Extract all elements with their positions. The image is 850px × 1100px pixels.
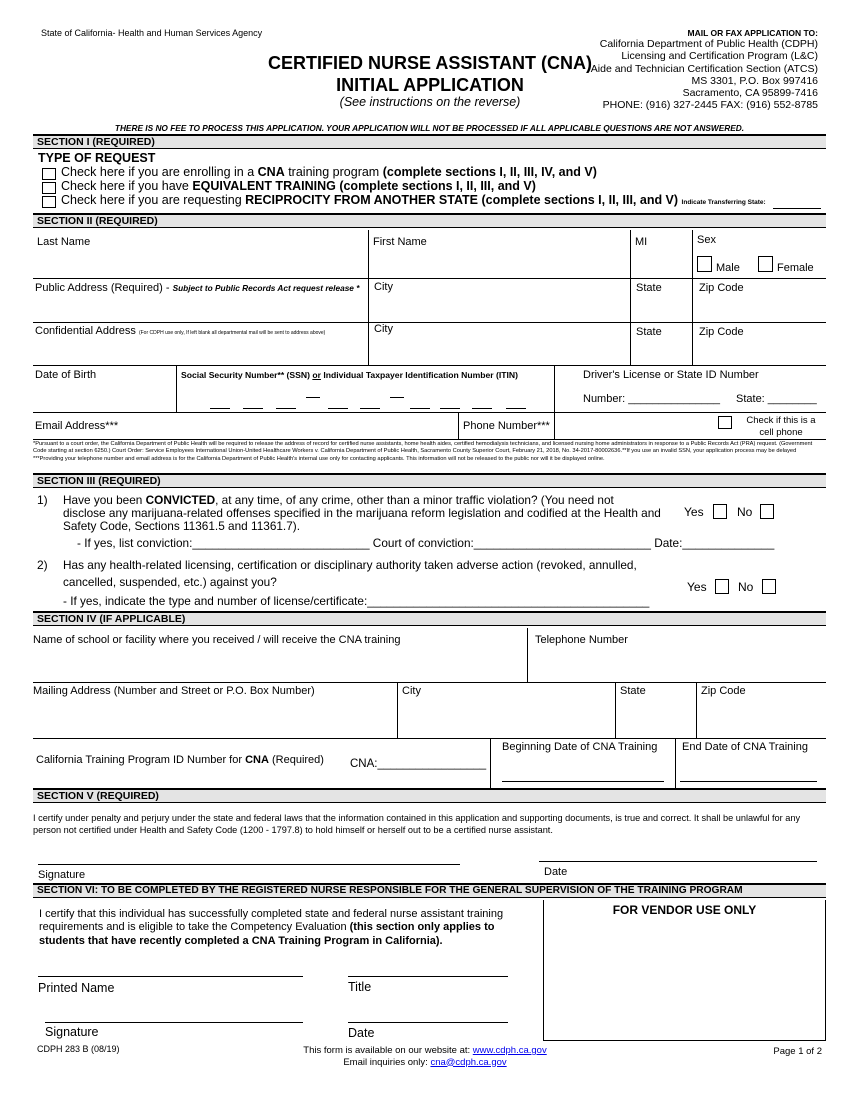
label-part: or (312, 370, 321, 380)
school-name-label: Name of school or facility where you received / will receive the CNA training (33, 634, 401, 646)
email-label: Email Address*** (35, 420, 119, 432)
label-part: RECIPROCITY FROM ANOTHER STATE (complete sections I, II, III, and V) (245, 193, 679, 207)
female-checkbox[interactable] (758, 256, 773, 272)
label-part: Check if this is a (746, 415, 816, 426)
label-part: (For CDPH use only, If left blank all departmental mail will be sent to address above) (138, 330, 326, 336)
label-part: California Training Program ID Number for (36, 754, 246, 766)
cna-id-field[interactable]: CNA:_________________ (350, 758, 487, 770)
mail-line: Sacramento, CA 95899-7416 (682, 87, 818, 100)
section-4-heading: SECTION IV (IF APPLICABLE) (33, 611, 826, 626)
beginning-date-label: Beginning Date of CNA Training (502, 741, 658, 753)
enroll-cna-checkbox[interactable] (42, 168, 56, 180)
school-state-label: State (620, 685, 646, 697)
form-number: CDPH 283 B (08/19) (37, 1044, 120, 1054)
section-5-heading: SECTION V (REQUIRED) (33, 788, 826, 803)
dl-number-field[interactable]: Number: _______________ (583, 393, 721, 405)
divider (33, 412, 826, 413)
mail-line: Licensing and Certification Program (L&C) (621, 50, 818, 63)
dob-label: Date of Birth (35, 369, 97, 381)
phone-label: Phone Number*** (463, 420, 550, 432)
divider (33, 365, 826, 366)
no-fee-notice: THERE IS NO FEE TO PROCESS THIS APPLICATION. YOUR APPLICATION WILL NOT BE PROCESSED IF ALL APPLICABLE QUESTIONS ARE NOT ANSWERED. (114, 123, 745, 133)
divider (543, 900, 544, 1041)
label-part: CNA (257, 165, 285, 179)
reciprocity-checkbox[interactable] (42, 196, 56, 208)
divider (630, 230, 631, 365)
label-part: (Required) (268, 754, 324, 766)
reciprocity-label (61, 193, 766, 207)
section-3-heading: SECTION III (REQUIRED) (33, 473, 826, 488)
rn-signature-field[interactable] (45, 1022, 303, 1023)
label-part: EQUIVALENT TRAINING (complete sections I, II, III, and V) (192, 179, 536, 193)
label-part: Check here if you have (61, 179, 193, 193)
section-2-heading: SECTION II (REQUIRED) (33, 213, 826, 228)
beginning-date-field[interactable] (502, 781, 664, 782)
divider (825, 900, 826, 1041)
applicant-date-field[interactable] (539, 861, 817, 862)
ssn-digit (506, 408, 526, 409)
q1-line2: disclose any marijuana-related offenses specified in the marijuana reform legislation and codified at the Health and (63, 506, 661, 520)
rn-date-field[interactable] (348, 1022, 508, 1023)
confidential-state-label: State (636, 326, 662, 338)
form-subtitle: (See instructions on the reverse) (339, 95, 521, 109)
website-line (230, 1045, 620, 1057)
label-part: Confidential Address (35, 325, 139, 337)
divider (33, 682, 826, 683)
female-label: Female (777, 262, 814, 274)
mail-address-block (591, 38, 818, 112)
mi-label: MI (635, 236, 648, 248)
q2-yes-label: Yes (687, 580, 707, 594)
ssn-input[interactable] (210, 395, 530, 409)
divider (615, 682, 616, 738)
footer-contact (230, 1045, 620, 1068)
q2-yes-checkbox[interactable] (715, 579, 729, 594)
applicant-signature-label: Signature (38, 869, 86, 881)
confidential-city-label: City (374, 323, 393, 335)
mail-line: California Department of Public Health (CDPH) (599, 38, 818, 50)
q1-yes-checkbox[interactable] (713, 504, 727, 519)
dl-state-field[interactable]: State: ________ (736, 393, 817, 405)
school-city-label: City (402, 685, 421, 697)
divider (696, 682, 697, 738)
label-part: (this section only applies to students that have recently completed a CNA Training Program in California). (39, 921, 495, 947)
label-part: I certify that this individual has successfully completed state and federal nurse assistant training requirements and is eligible to take the Competency Evaluation (39, 908, 504, 934)
label-part: Public Address (Required) - (35, 282, 173, 294)
divider (176, 365, 177, 412)
rn-date-label: Date (348, 1026, 375, 1040)
form-title-line1: CERTIFIED NURSE ASSISTANT (CNA) (268, 53, 592, 73)
label-part: Check here if you are enrolling in a (61, 165, 258, 179)
label-part: training program (284, 165, 383, 179)
applicant-signature-field[interactable] (38, 864, 460, 865)
mailing-address-label: Mailing Address (Number and Street or P.O. Box Number) (33, 685, 315, 697)
label-part: Have you been (63, 493, 146, 507)
label-part: Indicate Transferring State: (681, 199, 766, 206)
rn-printed-name-field[interactable] (38, 976, 303, 977)
ssn-digit (410, 408, 430, 409)
q1-no-checkbox[interactable] (760, 504, 774, 519)
divider (33, 278, 826, 279)
divider (543, 1040, 826, 1041)
public-address-label (35, 282, 359, 294)
label-part: CONVICTED (145, 493, 216, 507)
divider (458, 412, 459, 439)
ssn-digit (360, 408, 380, 409)
agency-name: State of California- Health and Human Services Agency (41, 28, 263, 38)
ssn-digit (328, 408, 348, 409)
public-zip-label: Zip Code (699, 282, 744, 294)
divider (554, 365, 555, 412)
q2-number: 2) (37, 558, 48, 572)
q1-line3: Safety Code, Sections 11361.5 and 11361.7). (63, 519, 300, 533)
label-part: This form is available on our website at: (303, 1045, 473, 1056)
ssn-dash (306, 397, 320, 398)
rn-certification (39, 908, 519, 948)
confidential-zip-label: Zip Code (699, 326, 744, 338)
label-part: CNA (245, 754, 269, 766)
transferring-state-field[interactable] (773, 208, 821, 209)
mail-line: Aide and Technician Certification Section (ATCS) (590, 62, 818, 75)
email-line (230, 1057, 620, 1069)
divider (33, 738, 826, 739)
q1-yes-label: Yes (684, 505, 704, 519)
mail-heading: MAIL OR FAX APPLICATION TO: (687, 28, 818, 38)
section-1-heading: SECTION I (REQUIRED) (33, 134, 826, 149)
rn-title-field[interactable] (348, 976, 508, 977)
q2-no-label: No (738, 580, 754, 594)
ssn-digit (276, 408, 296, 409)
section-2-footnote: *Pursuant to a court order, the California Department of Public Health will be required to release the address of record for certified nurse assistants, home health aides, certified hemodialysis technicians, and licensed nursing home administrators in response to a Public Records Act (PRA) request. (Government Code starting at section 6250.) Court Order: Service Employees International Union-United Healthcare Workers v. California Department of Public Health, Sacramento County Superior Court, February 21, 2018, No. 34-2017-80002636.**If you use an invalid SSN, your application process may be delayed ***Providing your telephone number and email address is for the California Department of Public Health's internal use only for contacting applicants. This information will not be released to the public nor will it be displayed online. (33, 441, 813, 462)
q2-license-field[interactable]: - If yes, indicate the type and number of license/certificate:___________________________________________ (63, 594, 650, 608)
label-part: (complete sections I, II, III, IV, and V) (382, 165, 597, 179)
cell-phone-label (738, 415, 824, 439)
public-city-label: City (374, 281, 393, 293)
school-telephone-label: Telephone Number (535, 634, 628, 646)
website-link[interactable]: www.cdph.ca.gov (472, 1045, 547, 1056)
ssn-digit (210, 408, 230, 409)
ssn-digit (472, 408, 492, 409)
rn-title-label: Title (348, 980, 372, 994)
q2-line2: cancelled, suspended, etc.) against you? (63, 575, 277, 589)
end-date-label: End Date of CNA Training (682, 741, 808, 753)
divider (33, 322, 826, 323)
public-state-label: State (636, 282, 662, 294)
end-date-field[interactable] (680, 781, 817, 782)
q1-no-label: No (737, 505, 753, 519)
ssn-digit (440, 408, 460, 409)
q1-line1 (63, 493, 614, 507)
divider (397, 682, 398, 738)
sex-label: Sex (697, 234, 716, 246)
divider (490, 738, 491, 788)
last-name-label: Last Name (37, 236, 91, 248)
label-part: Check here if you are requesting (61, 193, 246, 207)
q1-conviction-fields[interactable]: - If yes, list conviction:___________________________ Court of conviction:___________________________ Date:______________ (77, 536, 775, 550)
mail-line: MS 3301, P.O. Box 997416 (691, 74, 818, 87)
school-zip-label: Zip Code (701, 685, 746, 697)
ssn-digit (243, 408, 263, 409)
label-part: Social Security Number** (SSN) (181, 370, 313, 380)
male-label: Male (716, 262, 740, 274)
divider (368, 230, 369, 365)
enroll-cna-label (61, 165, 597, 179)
cell-phone-checkbox[interactable] (718, 416, 732, 429)
first-name-label: First Name (373, 236, 427, 248)
divider (675, 738, 676, 788)
divider (692, 230, 693, 365)
drivers-license-label: Driver's License or State ID Number (583, 369, 759, 381)
section-6-heading: SECTION VI: TO BE COMPLETED BY THE REGISTERED NURSE RESPONSIBLE FOR THE GENERAL SUPERVISION OF THE TRAINING PROGRAM (33, 883, 826, 898)
q1-number: 1) (37, 493, 48, 507)
type-of-request-heading: TYPE OF REQUEST (38, 151, 156, 165)
mail-line: PHONE: (916) 327-2445 FAX: (916) 552-8785 (602, 99, 818, 112)
equivalent-training-label (61, 179, 536, 193)
q2-no-checkbox[interactable] (762, 579, 776, 594)
label-part: Email inquiries only: (343, 1056, 431, 1068)
section-5-certification: I certify under penalty and perjury under the state and federal laws that the information contained in this application and supporting documents, is true and correct. It shall be unlawful for any person not certified under Health and Safety Code (1200 - 1797.8) to hold himself or herself out to be a certified nurse assistant. (33, 813, 801, 835)
divider (33, 439, 826, 440)
page-number: Page 1 of 2 (773, 1046, 822, 1057)
label-part: Subject to Public Records Act request release * (172, 283, 360, 293)
ssn-label (181, 370, 518, 380)
divider (554, 412, 555, 439)
label-part: Individual Taxpayer Identification Number (ITIN) (320, 370, 518, 380)
applicant-date-label: Date (544, 866, 568, 878)
rn-printed-name-label: Printed Name (38, 981, 115, 995)
male-checkbox[interactable] (697, 256, 712, 272)
divider (527, 628, 528, 682)
confidential-address-label (35, 325, 325, 337)
training-program-id-label (36, 754, 324, 766)
ssn-dash (390, 397, 404, 398)
form-title-line2: INITIAL APPLICATION (336, 75, 524, 95)
email-link[interactable]: cna@cdph.ca.gov (430, 1056, 507, 1068)
q2-line1: Has any health-related licensing, certification or disciplinary authority taken adverse action (revoked, annulled, (63, 558, 637, 572)
label-part: , at any time, of any crime, other than a minor traffic violation? (You need not (215, 493, 614, 507)
vendor-use-label: FOR VENDOR USE ONLY (612, 903, 757, 917)
rn-signature-label: Signature (45, 1025, 99, 1039)
equivalent-training-checkbox[interactable] (42, 182, 56, 194)
label-part: cell phone (759, 427, 803, 438)
